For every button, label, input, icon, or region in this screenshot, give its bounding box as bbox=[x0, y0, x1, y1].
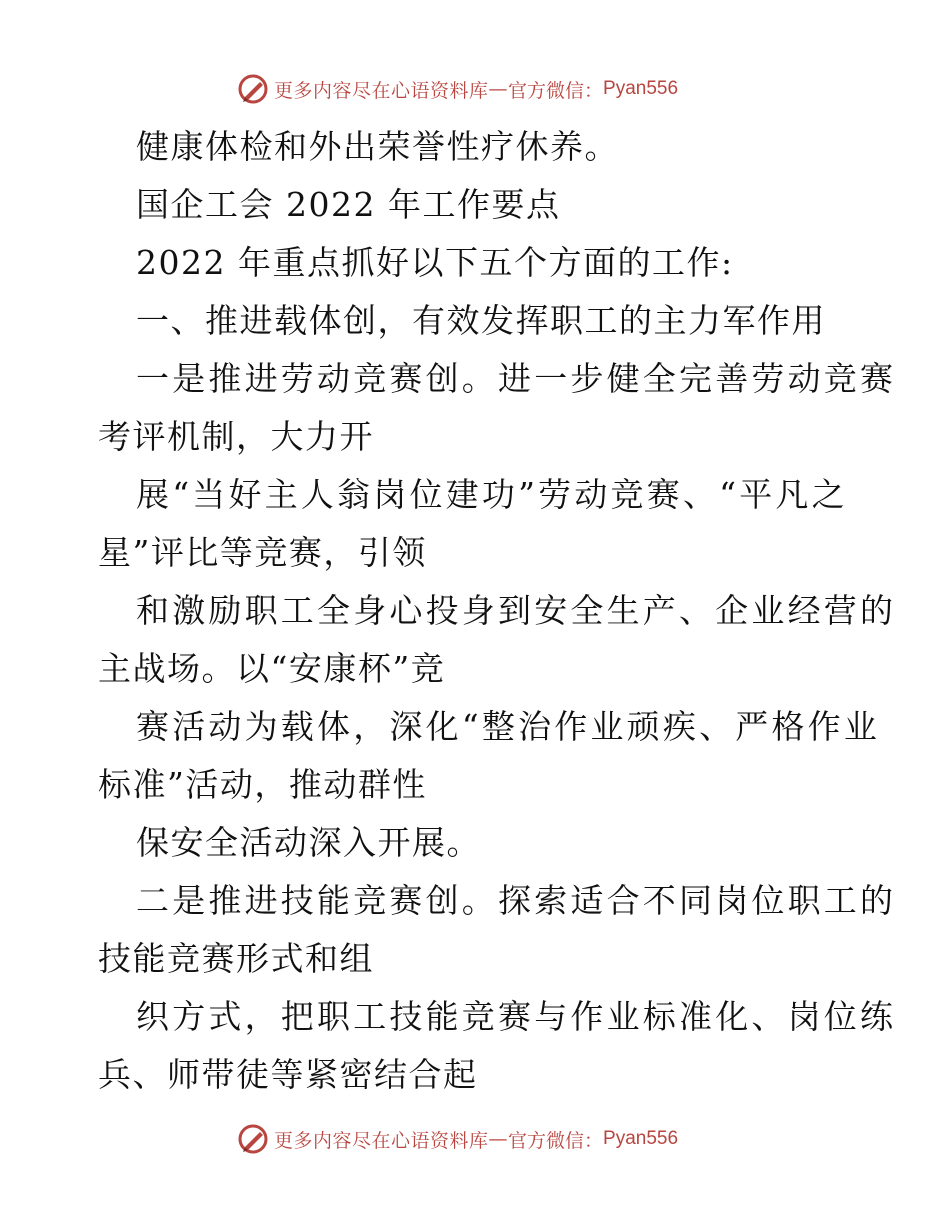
watermark-banner-top bbox=[236, 72, 716, 106]
watermark-wechat-label: 官方微信： bbox=[508, 79, 604, 102]
paragraph-line: 主战场。以“安康杯”竞 bbox=[98, 649, 446, 688]
watermark-site-text: 更多内容尽在心语资料库 bbox=[274, 79, 489, 102]
section-title: 国企工会 2022 年工作要点 bbox=[136, 185, 561, 224]
watermark-site-text: 更多内容尽在心语资料库 bbox=[274, 1129, 489, 1152]
paragraph-line: 和激励职工全身心投身到安全生产、企业经营的 bbox=[136, 591, 897, 630]
paragraph-line: 二是推进技能竞赛创。探索适合不同岗位职工的 bbox=[136, 881, 897, 920]
document-body bbox=[98, 118, 897, 1104]
paragraph-line: 2022 年重点抓好以下五个方面的工作: bbox=[136, 243, 734, 282]
paragraph-line: 赛活动为载体，深化“整治作业顽疾、严格作业 bbox=[136, 707, 881, 746]
paragraph-line: 兵、师带徒等紧密结合起 bbox=[98, 1055, 478, 1094]
watermark-banner-bottom bbox=[236, 1122, 716, 1156]
watermark-wechat-id: Pyan556 bbox=[603, 78, 679, 99]
paragraph-line: 织方式，把职工技能竞赛与作业标准化、岗位练 bbox=[136, 997, 897, 1036]
pen-logo-icon bbox=[236, 1122, 270, 1156]
watermark-separator: — bbox=[488, 78, 509, 100]
watermark-wechat-id: Pyan556 bbox=[603, 1128, 679, 1149]
paragraph-line: 技能竞赛形式和组 bbox=[98, 939, 374, 978]
section-heading: 一、推进载体创，有效发挥职工的主力军作用 bbox=[136, 301, 826, 340]
watermark-wechat-label: 官方微信： bbox=[508, 1129, 604, 1152]
watermark-separator: — bbox=[488, 1128, 509, 1150]
paragraph-line: 星”评比等竞赛，引领 bbox=[98, 533, 427, 572]
paragraph-line: 一是推进劳动竞赛创。进一步健全完善劳动竞赛 bbox=[136, 359, 897, 398]
paragraph-line: 标准”活动，推动群性 bbox=[98, 765, 427, 804]
paragraph-line: 健康体检和外出荣誉性疗休养。 bbox=[136, 127, 619, 166]
pen-logo-icon bbox=[236, 72, 270, 106]
paragraph-line: 保安全活动深入开展。 bbox=[136, 823, 481, 862]
paragraph-line: 考评机制，大力开 bbox=[98, 417, 374, 456]
paragraph-line: 展“当好主人翁岗位建功”劳动竞赛、“平凡之 bbox=[136, 475, 848, 514]
